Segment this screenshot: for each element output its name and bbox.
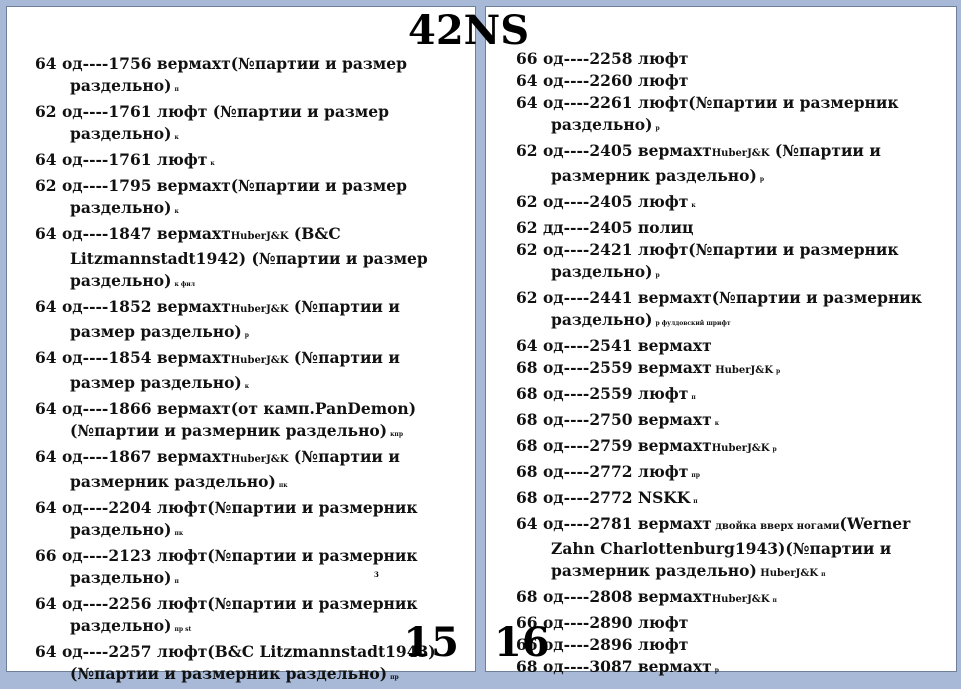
list-item: 64 од----2204 люфт(№партии и размерник раздельно) пк — [35, 498, 418, 539]
list-item: 68 од----2759 вермахтHuberJ&K р — [516, 436, 777, 455]
list-item: 62 од----1795 вермахт(№партии и размер раздельно) к — [35, 176, 407, 217]
list-item: 64 од----2781 вермахт двойка вверх ногами(Werner Zahn Charlottenburg1943)(№партии и размерник раздельно) HuberJ&K п — [516, 514, 911, 580]
list-item: 66 од----2258 люфт — [516, 49, 689, 68]
list-item: 64 од----1852 вермахтHuberJ&K (№партии и размер раздельно) р — [35, 297, 400, 341]
right-entry-list — [486, 48, 956, 682]
list-item: 68 од----2750 вермахт к — [516, 410, 720, 429]
list-item: 68 од----2808 вермахтHuberJ&K п — [516, 587, 777, 606]
page-number-left: 15 — [403, 619, 459, 666]
list-item: 64 од----1756 вермахт(№партии и размер раздельно) п — [35, 54, 407, 95]
list-item: 62 дд----2405 полиц — [516, 218, 694, 237]
list-item: 62 од----2421 люфт(№партии и размерник раздельно) р — [516, 240, 899, 281]
right-page — [485, 6, 957, 676]
list-item: 66 од----2123 люфт(№партии и размерник раздельно) п — [35, 546, 418, 587]
list-item: 64 од----1847 вермахтHuberJ&K (B&C Litzmannstadt1942) (№партии и размер раздельно) к фил — [35, 224, 428, 290]
list-item: 68 од----2772 люфт пр — [516, 462, 700, 481]
list-item: 64 од----2261 люфт(№партии и размерник раздельно) р — [516, 93, 899, 134]
list-item: 68 од----2772 NSKK п — [516, 488, 698, 507]
list-item: 62 од----2405 вермахтHuberJ&K (№партии и размерник раздельно) р — [516, 141, 881, 185]
list-item: 64 од----1761 люфт к — [35, 150, 215, 169]
list-item: 62 од----2441 вермахт(№партии и размерник раздельно) р фулдовский шрифт — [516, 288, 922, 329]
page-number-right: 16 — [494, 619, 550, 666]
list-item: 68 од----3087 вермахт р — [516, 657, 719, 676]
left-entry-list — [7, 53, 475, 689]
left-page — [6, 6, 476, 683]
page-title: 42NS — [408, 7, 530, 54]
list-item: 64 од----1867 вермахтHuberJ&K (№партии и размерник раздельно) пк — [35, 447, 400, 491]
stray-mark: 3 — [374, 570, 379, 579]
list-item: 64 од----2260 люфт — [516, 71, 689, 90]
list-item: 64 од----2256 люфт(№партии и размерник раздельно) пр st — [35, 594, 418, 635]
list-item: 64 од----1854 вермахтHuberJ&K (№партии и размер раздельно) к — [35, 348, 400, 392]
list-item: 66 од----2890 люфт — [516, 613, 689, 632]
list-item: 62 од----1761 люфт (№партии и размер раздельно) к — [35, 102, 389, 143]
list-item: 68 од----2559 люфт п — [516, 384, 696, 403]
list-item: 68 од----2559 вермахт HuberJ&K р — [516, 358, 781, 377]
list-item: 64 од----2541 вермахт — [516, 336, 712, 355]
list-item: 62 од----2405 люфт к — [516, 192, 696, 211]
list-item: 64 од----1866 вермахт(от камп.PanDemon) (№партии и размерник раздельно) кпр — [35, 399, 417, 440]
list-item: 64 од----2257 люфт(B&C Litzmannstadt1943) (№партии и размерник раздельно) пр — [35, 642, 436, 683]
list-item: 66 од----2896 люфт — [516, 635, 689, 654]
